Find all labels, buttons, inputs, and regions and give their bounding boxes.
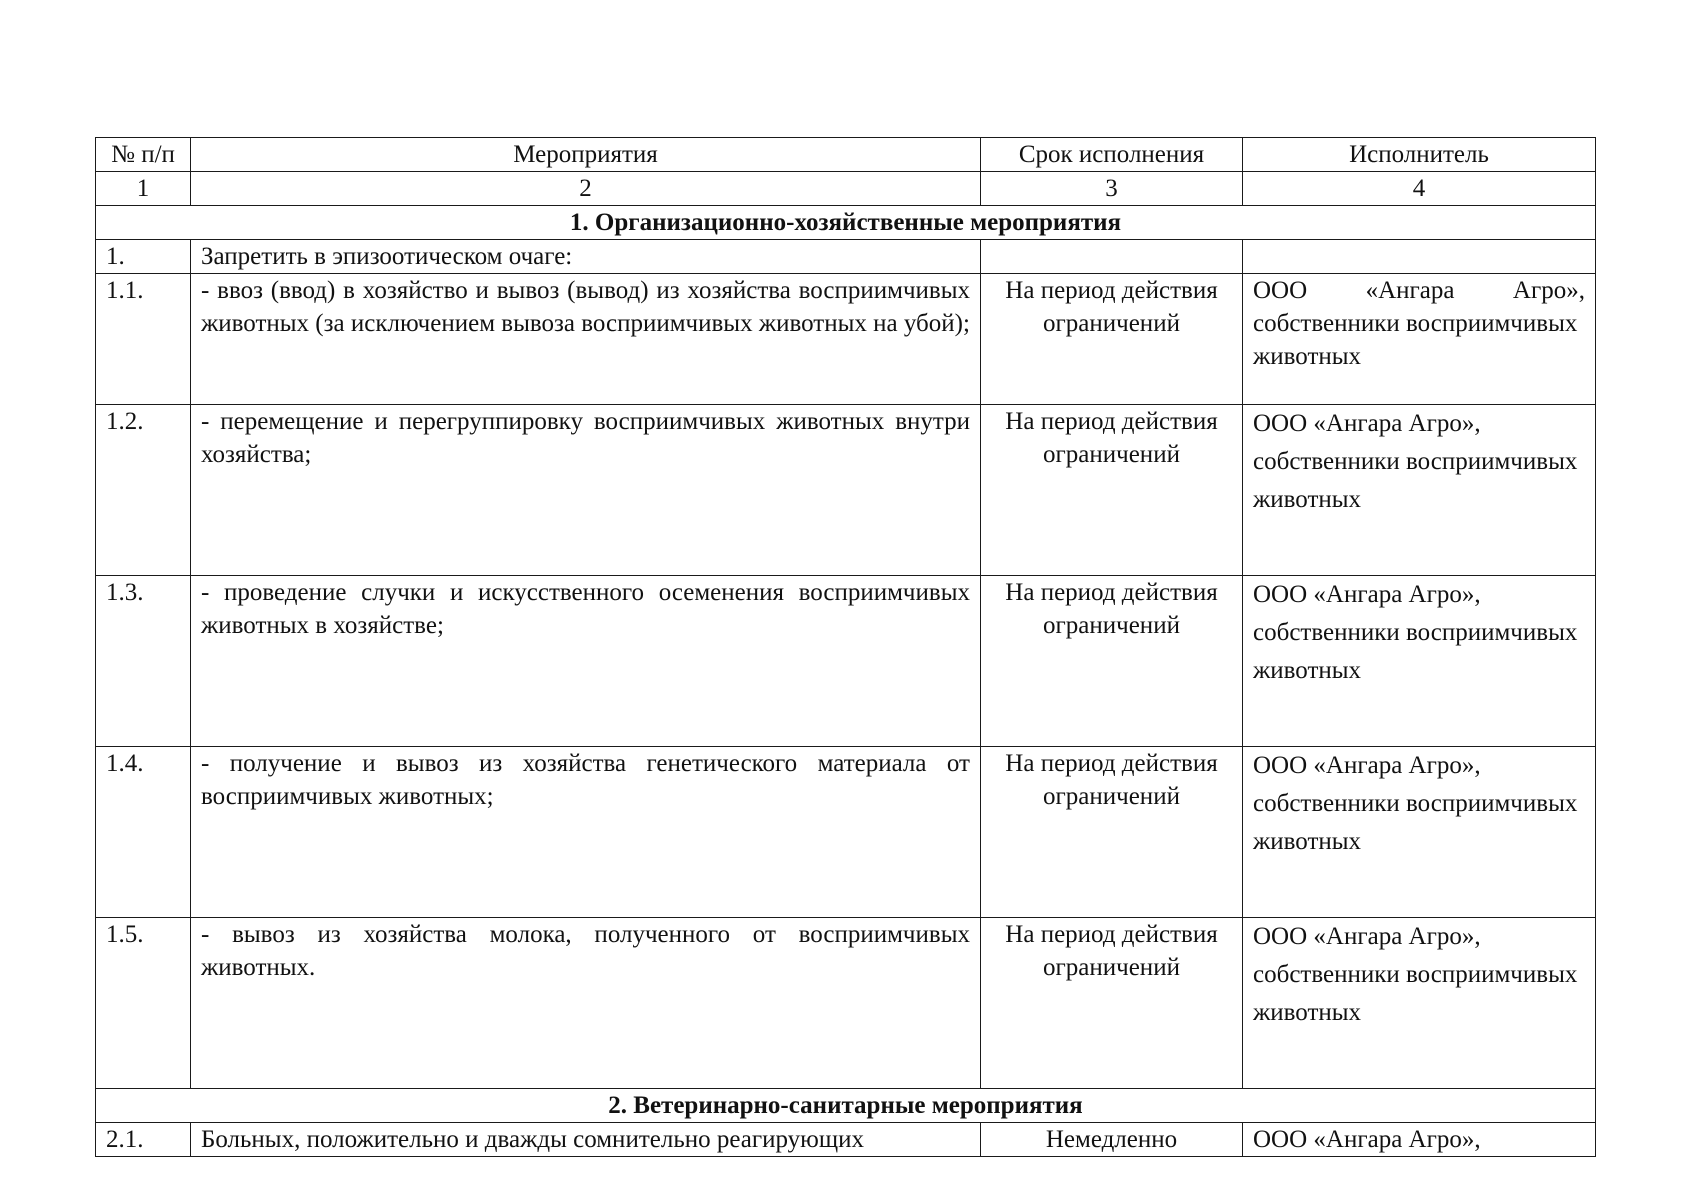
row-measure: - получение и вывоз из хозяйства генетического материала от восприимчивых животных; — [191, 747, 981, 918]
row-measure: - перемещение и перегруппировку восприимчивых животных внутри хозяйства; — [191, 405, 981, 576]
row-term: На период действия ограничений — [981, 576, 1243, 747]
performer-first-line: ООО «Ангара Агро», — [1253, 277, 1585, 304]
column-number-row — [96, 172, 1596, 206]
row-term: На период действия ограничений — [981, 405, 1243, 576]
header-row — [96, 138, 1596, 172]
section-row — [96, 206, 1596, 240]
row-number: 1.1. — [96, 274, 191, 405]
column-number-3: 3 — [981, 172, 1243, 206]
table-row — [96, 405, 1596, 576]
table-row — [96, 1123, 1596, 1157]
table-row — [96, 274, 1596, 405]
table-row — [96, 747, 1596, 918]
row-number: 1.2. — [96, 405, 191, 576]
header-performer: Исполнитель — [1243, 138, 1596, 172]
row-performer: ООО «Ангара Агро», собственники восприимчивых животных — [1243, 405, 1596, 576]
row-performer: ООО «Ангара Агро», — [1243, 1123, 1596, 1157]
row-measure: - ввоз (ввод) в хозяйство и вывоз (вывод) из хозяйства восприимчивых животных (за исключением вывоза восприимчивых животных на убой); — [191, 274, 981, 405]
row-performer: ООО «Ангара Агро», собственники восприимчивых животных — [1243, 576, 1596, 747]
section-title: 1. Организационно-хозяйственные мероприятия — [96, 206, 1596, 240]
section-row — [96, 1089, 1596, 1123]
row-measure: - вывоз из хозяйства молока, полученного от восприимчивых животных. — [191, 918, 981, 1089]
row-term: На период действия ограничений — [981, 918, 1243, 1089]
table-row — [96, 576, 1596, 747]
row-number: 1.3. — [96, 576, 191, 747]
row-term: На период действия ограничений — [981, 274, 1243, 405]
row-term: На период действия ограничений — [981, 747, 1243, 918]
table-row — [96, 918, 1596, 1089]
row-measure: - проведение случки и искусственного осеменения восприимчивых животных в хозяйстве; — [191, 576, 981, 747]
row-term — [981, 240, 1243, 274]
measures-table — [95, 137, 1596, 1157]
row-performer: ООО «Ангара Агро», собственники восприимчивых животных — [1243, 918, 1596, 1089]
performer-rest: собственники восприимчивых животных — [1253, 310, 1578, 370]
row-number: 1. — [96, 240, 191, 274]
row-number: 1.4. — [96, 747, 191, 918]
row-performer — [1243, 240, 1596, 274]
row-term: Немедленно — [981, 1123, 1243, 1157]
column-number-2: 2 — [191, 172, 981, 206]
header-term: Срок исполнения — [981, 138, 1243, 172]
column-number-4: 4 — [1243, 172, 1596, 206]
row-measure: Запретить в эпизоотическом очаге: — [191, 240, 981, 274]
row-number: 1.5. — [96, 918, 191, 1089]
column-number-1: 1 — [96, 172, 191, 206]
section-title: 2. Ветеринарно-санитарные мероприятия — [96, 1089, 1596, 1123]
header-number: № п/п — [96, 138, 191, 172]
row-measure: Больных, положительно и дважды сомнительно реагирующих — [191, 1123, 981, 1157]
row-performer — [1243, 274, 1596, 405]
row-number: 2.1. — [96, 1123, 191, 1157]
row-performer: ООО «Ангара Агро», собственники восприимчивых животных — [1243, 747, 1596, 918]
table-row — [96, 240, 1596, 274]
header-measures: Мероприятия — [191, 138, 981, 172]
